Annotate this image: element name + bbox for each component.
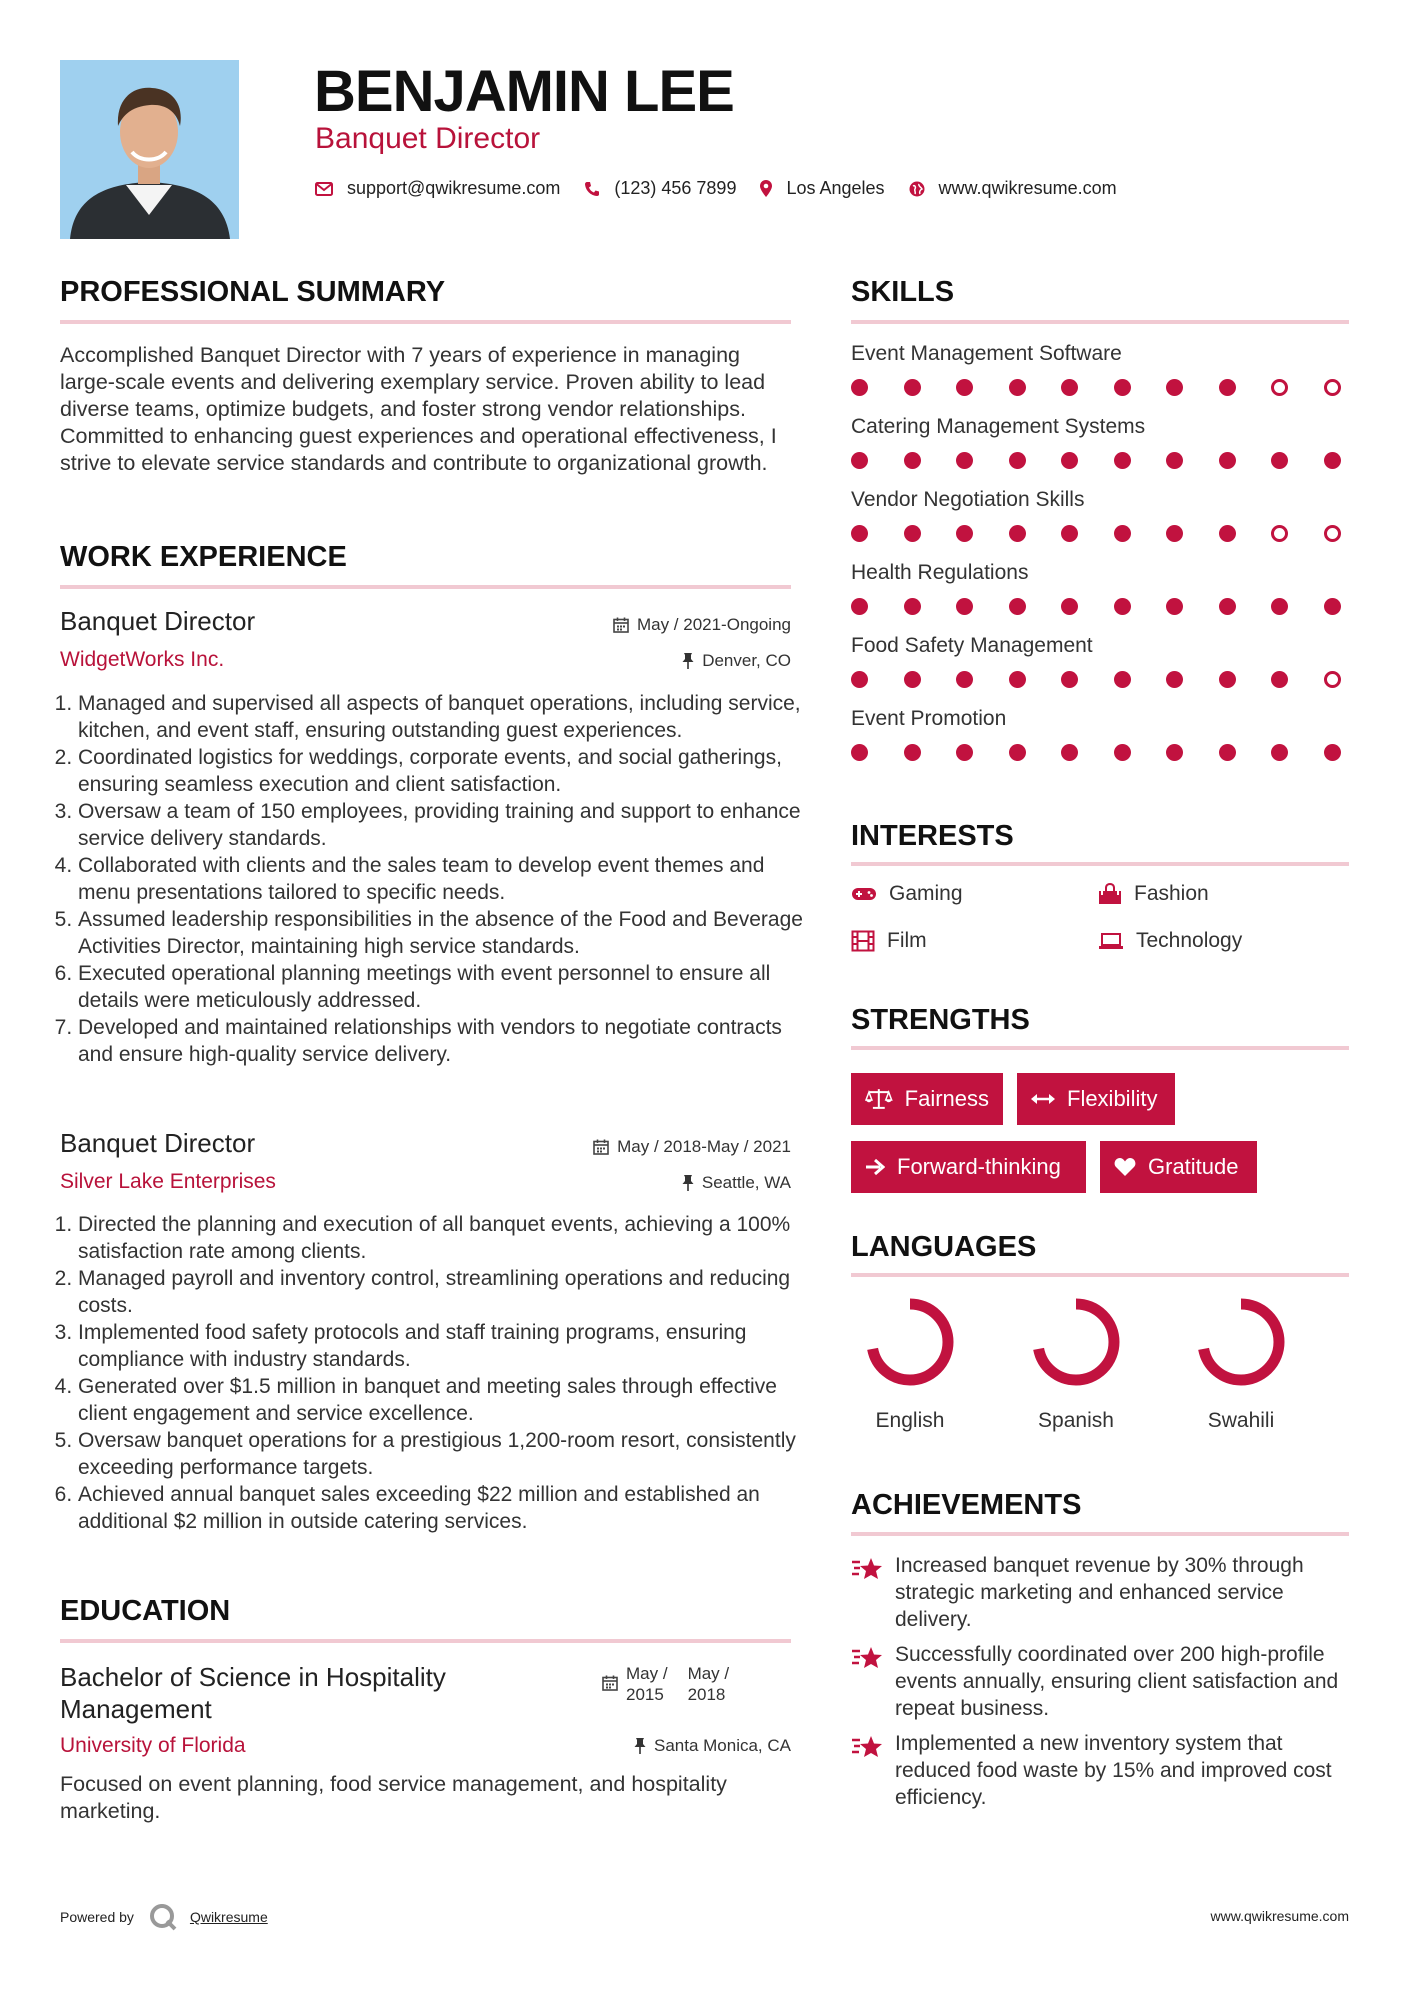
footer-powered-by xyxy=(60,1902,268,1932)
rating-dot-filled xyxy=(1219,598,1236,615)
education-start xyxy=(626,1663,668,1705)
job-bullet: 3. Oversaw a team of 150 employees, providing training and support to enhance service delivery standards. xyxy=(78,798,813,852)
job-bullet: 5. Oversaw banquet operations for a prestigious 1,200-room resort, consistently exceeding performance targets. xyxy=(78,1427,813,1481)
rating-dot-filled xyxy=(1219,525,1236,542)
interest-technology xyxy=(1098,929,1242,953)
skill-rating xyxy=(851,598,1341,615)
languages-heading: LANGUAGES xyxy=(851,1231,1037,1263)
language-name: Spanish xyxy=(1038,1409,1114,1432)
rating-dot-filled xyxy=(904,379,921,396)
rating-dot-filled xyxy=(851,379,868,396)
email-text: support@qwikresume.com xyxy=(347,178,561,198)
phone-icon xyxy=(584,181,600,197)
language-name: Swahili xyxy=(1207,1409,1275,1432)
achievement-text: Implemented a new inventory system that reduced food waste by 15% and improved cost efficiency. xyxy=(895,1732,1332,1809)
achievement-text: Successfully coordinated over 200 high-profile events annually, ensuring client satisfaction and repeat business. xyxy=(895,1643,1339,1720)
job-bullet: 3. Implemented food safety protocols and staff training programs, ensuring compliance with industry standards. xyxy=(78,1319,813,1373)
languages-rule xyxy=(851,1273,1349,1277)
language-gauge xyxy=(1186,1296,1306,1392)
rating-dot-filled xyxy=(1219,671,1236,688)
job-bullet: 6. Executed operational planning meetings with event personnel to ensure all details were meticulously addressed. xyxy=(78,960,813,1014)
language-gauge-arc xyxy=(872,1304,948,1380)
person-photo-icon xyxy=(60,60,239,239)
job-bullet: 1. Managed and supervised all aspects of banquet operations, including service, kitchen, and event staff, ensuring outstanding guest experiences. xyxy=(78,690,813,744)
envelope-icon xyxy=(315,182,333,196)
achievement-star-icon xyxy=(851,1556,883,1582)
balance-scale-icon xyxy=(865,1087,893,1111)
rating-dot-filled xyxy=(1114,744,1131,761)
strength-fairness xyxy=(851,1073,1003,1125)
shopping-bag-icon xyxy=(1098,883,1122,905)
contact-bar xyxy=(315,178,1141,199)
pushpin-icon xyxy=(634,1738,646,1754)
rating-dot-filled xyxy=(1324,452,1341,469)
rating-dot-filled xyxy=(1061,525,1078,542)
skill-row xyxy=(851,488,1349,542)
rating-dot-filled xyxy=(1166,379,1183,396)
skills-rule xyxy=(851,320,1349,324)
skill-name: Catering Management Systems xyxy=(851,415,1146,438)
skill-row xyxy=(851,415,1349,469)
skill-row xyxy=(851,561,1349,615)
rating-dot-filled xyxy=(1061,452,1078,469)
degree-line-2: Management xyxy=(60,1694,212,1724)
rating-dot-filled xyxy=(1009,379,1026,396)
language-gauge xyxy=(855,1296,975,1392)
rating-dot-filled xyxy=(1324,744,1341,761)
strengths-rule xyxy=(851,1046,1349,1050)
education-location-text: Santa Monica, CA xyxy=(653,1736,791,1755)
job-bullet: 1. Directed the planning and execution of all banquet events, achieving a 100% satisfaction rate among clients. xyxy=(78,1211,813,1265)
interest-label: Fashion xyxy=(1134,882,1209,905)
rating-dot-filled xyxy=(904,525,921,542)
strength-label: Gratitude xyxy=(1148,1154,1239,1179)
rating-dot-filled xyxy=(851,671,868,688)
job-bullet: 2. Managed payroll and inventory control, streamlining operations and reducing costs. xyxy=(78,1265,813,1319)
skill-name: Health Regulations xyxy=(851,561,1029,584)
calendar-icon xyxy=(613,617,629,633)
candidate-title: Banquet Director xyxy=(315,122,541,155)
footer-website[interactable]: www.qwikresume.com xyxy=(1210,1908,1349,1924)
rating-dot-filled xyxy=(956,379,973,396)
rating-dot-filled xyxy=(851,452,868,469)
language-item xyxy=(855,1296,975,1433)
rating-dot-filled xyxy=(1166,671,1183,688)
experience-rule xyxy=(60,585,791,589)
map-pin-icon xyxy=(760,180,772,197)
job-bullet: 7. Developed and maintained relationships with vendors to negotiate contracts and ensure high-quality service delivery. xyxy=(78,1014,813,1068)
summary-text: Accomplished Banquet Director with 7 years of experience in managing large-scale events and delivering exemplary service. Proven ability to lead diverse teams, optimize budgets, and foster strong vendor relationships. Committed to enhancing guest experiences and operational effectiveness, I strive to elevate service standards and contribute to organizational growth. xyxy=(60,343,777,475)
job-location-text: Seattle, WA xyxy=(701,1173,791,1192)
interest-fashion xyxy=(1098,882,1209,906)
rating-dot-filled xyxy=(1114,525,1131,542)
rating-dot-filled xyxy=(904,744,921,761)
strength-gratitude xyxy=(1100,1141,1257,1193)
heart-icon xyxy=(1114,1157,1136,1177)
job-location-text: Denver, CO xyxy=(702,651,791,670)
skills-heading: SKILLS xyxy=(851,276,955,308)
start-month: May / xyxy=(626,1664,668,1683)
rating-dot-filled xyxy=(1114,452,1131,469)
rating-dot-filled xyxy=(904,452,921,469)
skill-rating xyxy=(851,525,1341,542)
contact-email[interactable] xyxy=(315,178,560,199)
skill-name: Vendor Negotiation Skills xyxy=(851,488,1085,511)
rating-dot-filled xyxy=(1061,671,1078,688)
strength-label: Fairness xyxy=(904,1086,989,1111)
achievement-text: Increased banquet revenue by 30% through strategic marketing and enhanced service delivery. xyxy=(895,1554,1304,1631)
rating-dot-filled xyxy=(904,671,921,688)
job-bullet: 5. Assumed leadership responsibilities in the absence of the Food and Beverage Activities Director, maintaining high service standards. xyxy=(78,906,813,960)
education-description: Focused on event planning, food service management, and hospitality marketing. xyxy=(60,1772,727,1823)
rating-dot-filled xyxy=(1009,525,1026,542)
language-gauge-arc xyxy=(1203,1304,1279,1380)
rating-dot-empty xyxy=(1324,525,1341,542)
achievement-star-icon xyxy=(851,1734,883,1760)
profile-photo xyxy=(60,60,239,239)
rating-dot-filled xyxy=(1166,744,1183,761)
job-dates-text: May / 2018-May / 2021 xyxy=(617,1137,791,1156)
summary-heading: PROFESSIONAL SUMMARY xyxy=(60,276,446,308)
job-dates xyxy=(500,1137,791,1157)
rating-dot-empty xyxy=(1324,671,1341,688)
skills-list xyxy=(851,342,1349,761)
skill-row xyxy=(851,634,1349,688)
rating-dot-filled xyxy=(1271,671,1288,688)
job-bullets xyxy=(60,690,813,1068)
achievements-rule xyxy=(851,1532,1349,1536)
job-location xyxy=(520,1173,791,1193)
skill-name: Food Safety Management xyxy=(851,634,1093,657)
arrows-horizontal-icon xyxy=(1031,1092,1055,1106)
skill-rating xyxy=(851,452,1341,469)
rating-dot-filled xyxy=(1061,379,1078,396)
skill-name: Event Management Software xyxy=(851,342,1122,365)
film-icon xyxy=(851,930,875,952)
job-bullet: 6. Achieved annual banquet sales exceeding $22 million and established an additional $2 million in outside catering services. xyxy=(78,1481,813,1535)
rating-dot-filled xyxy=(1271,744,1288,761)
degree-title xyxy=(60,1661,446,1725)
degree-line-1: Bachelor of Science in Hospitality xyxy=(60,1662,446,1692)
candidate-name: BENJAMIN LEE xyxy=(314,59,734,124)
strength-label: Flexibility xyxy=(1067,1086,1158,1111)
rating-dot-filled xyxy=(956,598,973,615)
rating-dot-filled xyxy=(956,744,973,761)
interest-label: Gaming xyxy=(889,882,963,905)
job-dates xyxy=(520,615,791,635)
rating-dot-filled xyxy=(1061,598,1078,615)
school-name: University of Florida xyxy=(60,1734,246,1757)
interest-label: Technology xyxy=(1136,929,1243,952)
skill-rating xyxy=(851,379,1341,396)
rating-dot-filled xyxy=(1009,671,1026,688)
pushpin-icon xyxy=(682,653,694,669)
end-year: 2018 xyxy=(687,1685,726,1704)
rating-dot-filled xyxy=(1061,744,1078,761)
rating-dot-filled xyxy=(1114,379,1131,396)
contact-phone[interactable] xyxy=(584,178,736,199)
summary-rule xyxy=(60,320,791,324)
job-title: Banquet Director xyxy=(60,1128,256,1158)
phone-text: (123) 456 7899 xyxy=(614,178,737,198)
interests-rule xyxy=(851,862,1349,866)
strength-forward-thinking xyxy=(851,1141,1086,1193)
rating-dot-filled xyxy=(1271,598,1288,615)
achievements-heading: ACHIEVEMENTS xyxy=(851,1489,1082,1521)
job-bullets xyxy=(60,1211,813,1535)
job-company: WidgetWorks Inc. xyxy=(60,648,225,671)
rating-dot-empty xyxy=(1324,379,1341,396)
interest-gaming xyxy=(851,882,963,906)
rating-dot-filled xyxy=(1114,598,1131,615)
education-heading: EDUCATION xyxy=(60,1595,231,1627)
powered-by-text: Powered by xyxy=(60,1909,134,1925)
end-month: May / xyxy=(687,1664,730,1683)
job-location xyxy=(520,651,791,671)
education-end xyxy=(688,1663,730,1705)
qwikresume-logo-icon xyxy=(148,1902,178,1932)
interest-label: Film xyxy=(887,929,927,952)
brand-link[interactable]: Qwikresume xyxy=(189,1909,268,1925)
languages-list xyxy=(851,1296,1349,1446)
rating-dot-empty xyxy=(1271,525,1288,542)
skill-rating xyxy=(851,744,1341,761)
location-text: Los Angeles xyxy=(786,178,885,198)
contact-location xyxy=(760,178,884,199)
rating-dot-filled xyxy=(956,671,973,688)
rating-dot-filled xyxy=(851,525,868,542)
achievement-star-icon xyxy=(851,1645,883,1671)
language-gauge xyxy=(1021,1296,1141,1392)
strength-flexibility xyxy=(1017,1073,1175,1125)
achievement-item xyxy=(851,1552,1351,1633)
job-bullet: 4. Collaborated with clients and the sales team to develop event themes and menu presentations tailored to specific needs. xyxy=(78,852,813,906)
rating-dot-filled xyxy=(956,525,973,542)
rating-dot-filled xyxy=(1166,525,1183,542)
calendar-icon xyxy=(593,1139,609,1155)
rating-dot-filled xyxy=(1009,452,1026,469)
job-company: Silver Lake Enterprises xyxy=(60,1170,276,1193)
language-item xyxy=(1186,1296,1306,1433)
skill-name: Event Promotion xyxy=(851,707,1007,730)
rating-dot-filled xyxy=(904,598,921,615)
rating-dot-filled xyxy=(1009,598,1026,615)
gamepad-icon xyxy=(851,885,877,903)
rating-dot-filled xyxy=(1219,379,1236,396)
experience-heading: WORK EXPERIENCE xyxy=(60,541,347,573)
job-dates-text: May / 2021-Ongoing xyxy=(636,615,791,634)
language-item xyxy=(1021,1296,1141,1433)
skill-row xyxy=(851,707,1349,761)
rating-dot-filled xyxy=(851,744,868,761)
achievement-item xyxy=(851,1641,1351,1722)
laptop-icon xyxy=(1098,932,1124,950)
job-title: Banquet Director xyxy=(60,606,256,636)
pushpin-icon xyxy=(682,1175,694,1191)
rating-dot-filled xyxy=(1166,452,1183,469)
achievements-list xyxy=(851,1552,1351,1811)
education-rule xyxy=(60,1639,791,1643)
skill-rating xyxy=(851,671,1341,688)
strength-label: Forward-thinking xyxy=(897,1154,1061,1179)
rating-dot-filled xyxy=(1219,744,1236,761)
rating-dot-empty xyxy=(1271,379,1288,396)
rating-dot-filled xyxy=(956,452,973,469)
strengths-heading: STRENGTHS xyxy=(851,1004,1030,1036)
language-gauge-arc xyxy=(1038,1304,1114,1380)
skill-row xyxy=(851,342,1349,396)
rating-dot-filled xyxy=(851,598,868,615)
job-bullet: 2. Coordinated logistics for weddings, corporate events, and social gatherings, ensuring seamless execution and client satisfaction. xyxy=(78,744,813,798)
arrow-right-icon xyxy=(865,1158,885,1176)
calendar-icon xyxy=(602,1675,618,1691)
interests-heading: INTERESTS xyxy=(851,820,1014,852)
rating-dot-filled xyxy=(1009,744,1026,761)
rating-dot-filled xyxy=(1166,598,1183,615)
contact-website[interactable] xyxy=(909,178,1117,199)
job-bullet: 4. Generated over $1.5 million in banquet and meeting sales through effective client engagement and service excellence. xyxy=(78,1373,813,1427)
globe-icon xyxy=(909,181,925,197)
education-dates xyxy=(602,1663,729,1705)
rating-dot-filled xyxy=(1271,452,1288,469)
language-name: English xyxy=(875,1409,945,1432)
achievement-item xyxy=(851,1730,1351,1811)
rating-dot-filled xyxy=(1219,452,1236,469)
rating-dot-filled xyxy=(1324,598,1341,615)
interest-film xyxy=(851,929,927,953)
rating-dot-filled xyxy=(1114,671,1131,688)
education-location xyxy=(520,1736,791,1756)
website-text: www.qwikresume.com xyxy=(938,178,1117,198)
start-year: 2015 xyxy=(626,1685,664,1704)
